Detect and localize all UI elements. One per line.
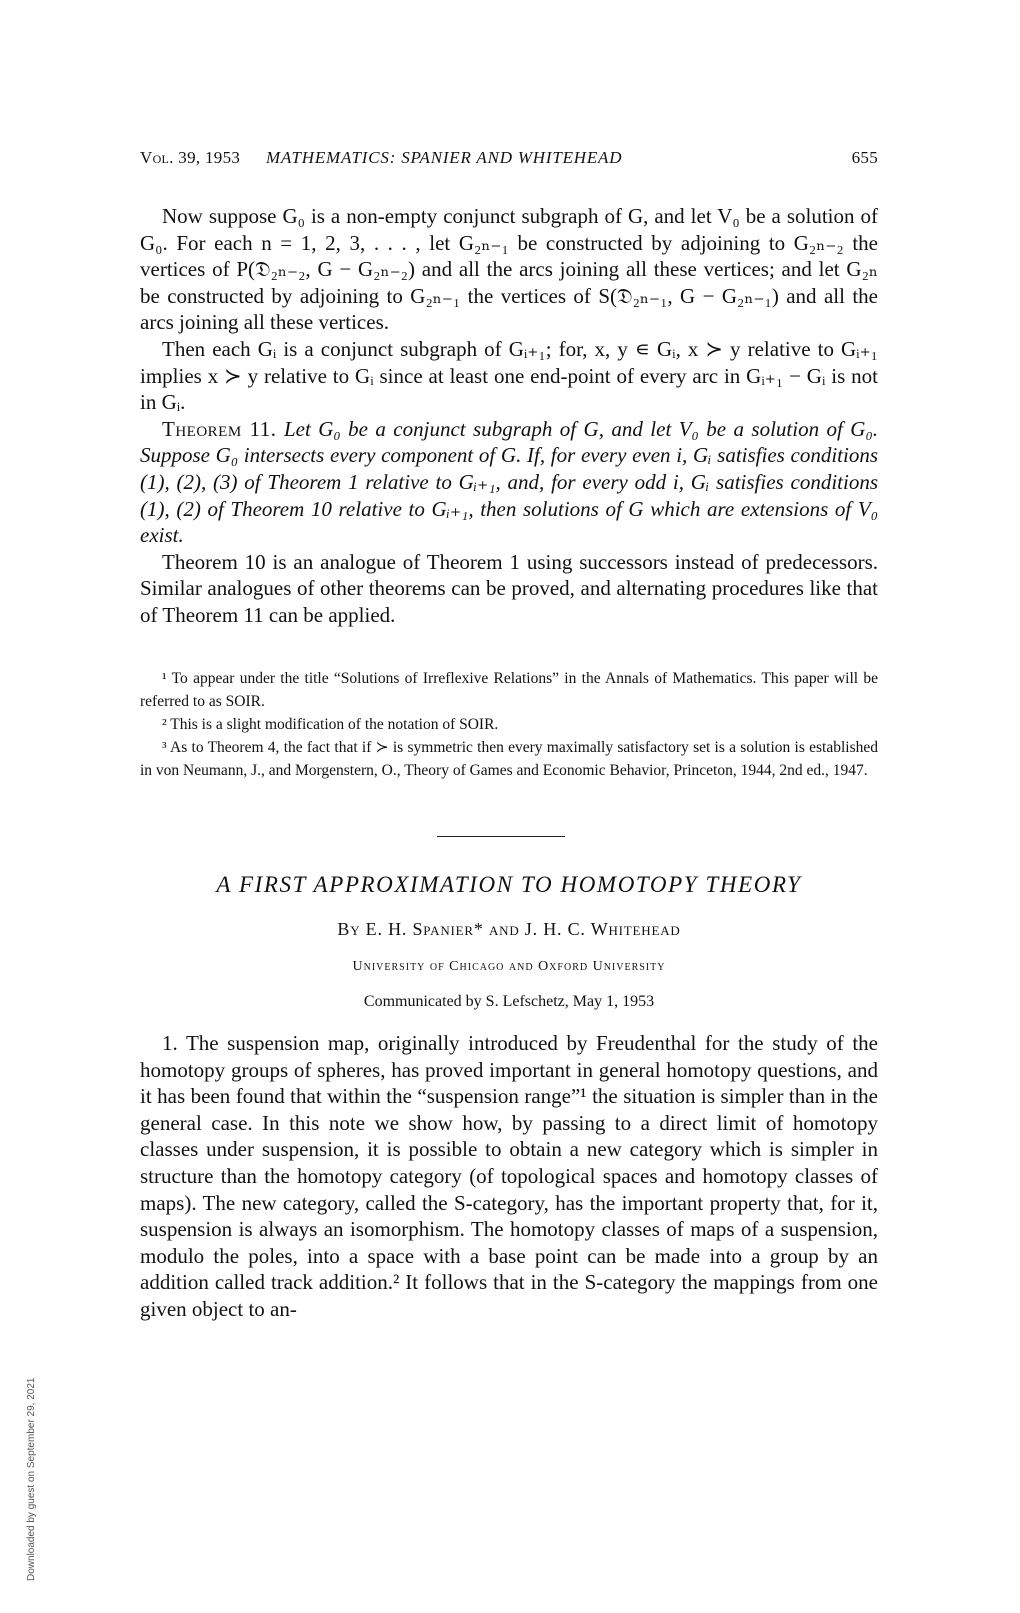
footnote-3: ³ As to Theorem 4, the fact that if ≻ is symmetric then every maximally satisfactory set is a solution is established in von Neumann, J., and Morgenstern, O., Theory of Games and Economic Behavior, Princeton, 1944, 2nd ed., 1947. [140,739,878,779]
section-number: 1. [162,1031,178,1055]
footnotes [140,667,878,782]
footnote-2: ² This is a slight modification of the notation of SOIR. [162,716,499,733]
article-title: A FIRST APPROXIMATION TO HOMOTOPY THEORY [216,872,802,897]
section-divider [437,836,565,837]
download-stamp: Downloaded by guest on September 29, 2021 [26,1377,37,1581]
theorem-statement: Let G₀ be a conjunct subgraph of G, and let V₀ be a solution of G₀. Suppose G₀ intersects every component of G. If, for every even i, Gᵢ satisfies conditions (1), (2), (3) of Theorem 1 relative to Gᵢ₊₁, and, for every odd i, Gᵢ satisfies conditions (1), (2) of Theorem 10 relative to Gᵢ₊₁, then solutions of G which are extensions of V₀ exist. [140,416,878,548]
theorem-11 [140,416,878,549]
paragraph: Now suppose G₀ is a non-empty conjunct subgraph of G, and let V₀ be a solution of G₀. For each n = 1, 2, 3, . . . , let G₂ₙ₋₁ be constructed by adjoining to G₂ₙ₋₂ the vertices of P(𝔇₂ₙ₋₂, G − G₂ₙ₋₂) and all the arcs joining all these vertices; and let G₂ₙ be constructed by adjoining to G₂ₙ₋₁ the vertices of S(𝔇₂ₙ₋₁, G − G₂ₙ₋₁) and all the arcs joining all these vertices. [140,204,878,335]
volume-info: Vol. 39, 1953 [140,148,241,167]
communicated-by: Communicated by S. Lefschetz, May 1, 1953 [363,993,655,1010]
running-title: MATHEMATICS: SPANIER AND WHITEHEAD [266,148,623,167]
article-body [140,1030,878,1323]
author-affiliation: University of Chicago and Oxford University [352,959,666,974]
theorem-label: Theorem 11. [162,416,277,441]
paragraph [140,1030,878,1323]
page-number: 655 [851,148,878,167]
author-byline: By E. H. Spanier* and J. H. C. Whitehead [337,919,681,939]
footnote-1: ¹ To appear under the title “Solutions of Irreflexive Relations” in the Annals of Mathematics. This paper will be referred to as SOIR. [140,670,878,710]
section-text: The suspension map, originally introduced by Freudenthal for the study of the homotopy groups of spheres, has proved important in general homotopy questions, and it has been found that within the “suspension range”¹ the situation is simpler than in the general case. In this note we show how, by passing to a direct limit of homotopy classes under suspension, it is possible to obtain a new category which is simpler in structure than the homotopy category (of topological spaces and homotopy classes of maps). The new category, called the S-category, has the important property that, for it, suspension is always an isomorphism. The homotopy classes of maps of a suspension, modulo the poles, into a space with a base point can be made into a group by an addition called track addition.² It follows that in the S-category the mappings from one given object to an- [140,1031,878,1321]
paragraph: Theorem 10 is an analogue of Theorem 1 using successors instead of predecessors. Similar analogues of other theorems can be proved, and alternating procedures like that of Theorem 11 can be applied. [140,549,878,627]
running-header [140,148,878,174]
paragraph: Then each Gᵢ is a conjunct subgraph of Gᵢ₊₁; for, x, y ∊ Gᵢ, x ≻ y relative to Gᵢ₊₁ implies x ≻ y relative to Gᵢ since at least one end-point of every arc in Gᵢ₊₁ − Gᵢ is not in Gᵢ. [140,336,878,415]
previous-article-text [140,203,878,629]
